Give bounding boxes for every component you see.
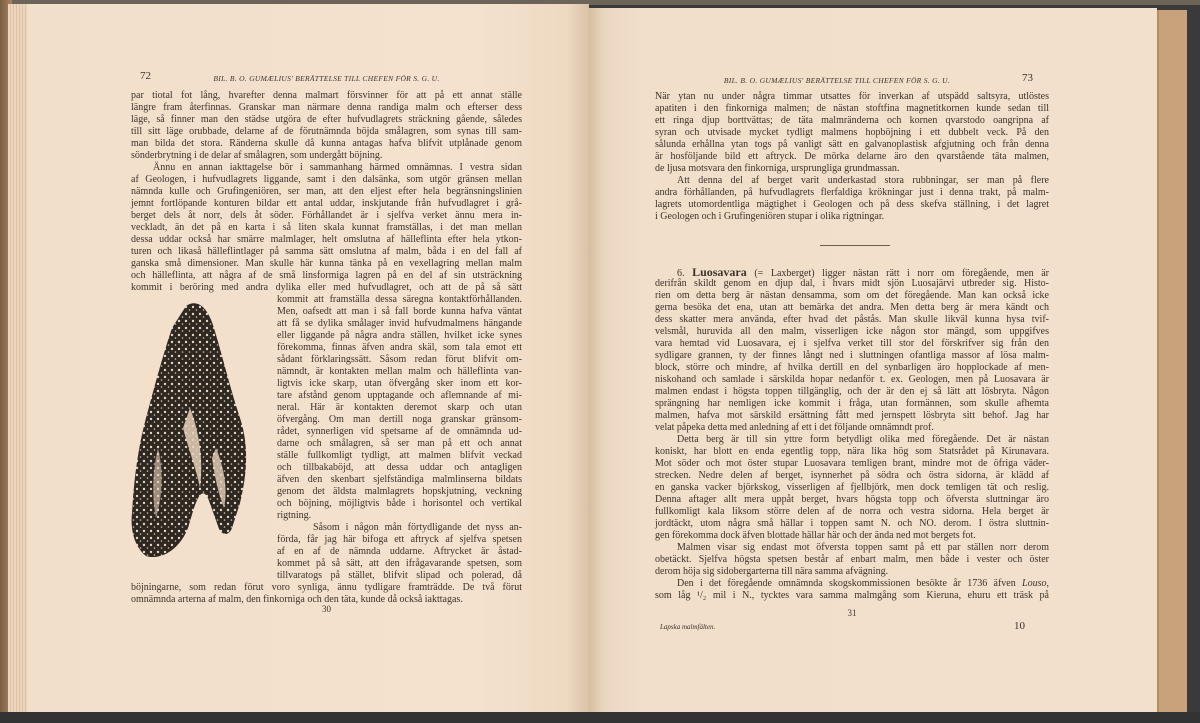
text-line [655, 578, 1049, 590]
text-line: strecken. Nedre delen af berget, isynnerhet på södra och östra sidorna, är klädd af [655, 470, 1049, 481]
text-line: gen förekomma dock äfven blottade hällar här och der ända ned mot bergets fot. [655, 530, 976, 541]
text-line: tare afstånd genom upptagande och aflemnande af mi- [277, 390, 522, 401]
text-line: jemnt fortlöpande konturen bildar ett antal uddar, inskjutande från hufvudlagret i grå- [131, 198, 522, 209]
text-line: niskohand och samlade i särskilda hopar nedanför t. ex. Geologen, men på Luosavara är [655, 374, 1049, 385]
text-line: fullkomligt kala liksom större delen af de norra och vestra sidorna. Hela berget är [655, 506, 1049, 517]
text-line: Att denna del af berget varit underkastad stora rubbningar, ser man på flere [677, 175, 1049, 186]
text-line: sydligare grannen, ty der finnes långt ned i sluttningen ofantliga massor af lösa malm- [655, 350, 1049, 361]
text-line: är hosföljande bild ett aftryck. De mörka delarne äro den qvarstående täta malmen, [655, 151, 1049, 162]
section-first-line-text: (= Laxberget) ligger nästan rätt i norr om föregående, men är [746, 268, 1050, 279]
scan-background-bottom [0, 712, 1200, 723]
text-line: förekomma, finnas äfven andra skäl, som tala emot ett [277, 342, 522, 353]
text-line: ligtvis icke skarp, utan öfvergång sker inom ett kor- [277, 378, 522, 389]
text-line: ganska små dimensioner. Man skulle här kunna tänka på en vexellagring mellan malm [131, 258, 522, 269]
text-line: När ytan nu under några timmar utsattes för inverkan af utspädd saltsyra, utlöstes [655, 91, 1049, 102]
ore-specimen-print-figure [128, 298, 268, 568]
text-line: äfven den skenbart sjelfständiga malmlinserna bildats [277, 474, 522, 485]
text-line: öfvergång. Om man dertill noga granskar gränsom- [277, 414, 522, 425]
text-line: velat påpeka detta med anledning af ett i det följande omnämndt prof. [655, 422, 934, 433]
text-line: sönderbrytning i de delar af smålagren, som undergått böjning. [131, 150, 383, 161]
text-line: sålunda erhållna ytan togs på vanligt sätt en galvanoplastisk afgjutning och från denna [655, 139, 1049, 150]
text-line: läge, så finner man den städse utgöra de efter hufvudlagrets sträckning gående, således [131, 114, 522, 125]
text-line: en ganska vacker björkskog, visserligen af fjellbjörk, men dock temligen tät och reslig. [655, 482, 1049, 493]
text-line: vara hemtad vid Luosavara, ej i sjelfva verket till stor del förskrifver sig från den [655, 338, 1049, 349]
italic-place-name: Louso [1022, 578, 1047, 589]
text-line: de ljusa motsvara den finkorniga, ursprungliga grundmassan. [655, 163, 900, 174]
text-line: kommit i beröring med andra dylika eller med hufvudlagret, och att de på så sätt [131, 282, 522, 293]
sheet-number-left: 30 [322, 604, 331, 614]
section-body [655, 278, 1049, 602]
signature-caption: Lapska malmfälten. [660, 623, 716, 631]
text-line: Såsom i någon mån förtydligande det nyss an- [313, 522, 522, 533]
text-line: gerna besöka det ena, utan att bemärka det andra. Men detta berg är mera kändt och [655, 302, 1049, 313]
text-line: Malmen visar sig endast mot öfversta toppen samt på ett par ställen norr derom [677, 542, 1049, 553]
text-line: kommet på så sätt, att den ifrågavarande spetsen, som [277, 558, 522, 569]
text-line: obetäckt. Sjelfva högsta spetsen består af enbart malm, men både i vester och öster [655, 554, 1049, 565]
text-line: och hälleflinta, att några af de små linsformiga lagren på en del af sin utsträckning [131, 270, 522, 281]
text-line-part: Den i det föregående omnämnda skogskommissionen besökte år 1736 äfven [677, 578, 1023, 589]
text-line: ett ringa djup borttvättas; de täta malmränderna och kornen qvarstodo oangripna af [655, 115, 1049, 126]
text-block-narrow [277, 294, 522, 582]
text-line: ställe fullkomligt tydligt, att malmen blifvit veckad [277, 450, 522, 461]
text-line: som låg ¹/₂ mil i N., tycktes vara samma malmgång som Kieruna, ehuru ett träsk på [655, 590, 1049, 601]
text-line: af Geologen, i hufvudlagrets liggande, samt i den dalsänka, som utgör gränsen mellan [131, 174, 522, 185]
section-luosavara [655, 266, 1049, 602]
text-line: att få se dylika smålager invid hufvudmalmens hängande [277, 318, 522, 329]
text-line: förda, får jag här bifoga ett aftryck af sjelfva spetsen [277, 534, 522, 545]
book-cover-right [1157, 10, 1187, 712]
text-line: sådant förklaringssätt. Såsom redan förut blifvit om- [277, 354, 522, 365]
text-line: Mot söder och mot öster stupar Luosavara temligen brant, mindre mot de öfriga väder- [655, 458, 1049, 469]
page-number-left: 72 [140, 70, 151, 82]
text-block-full-bottom [131, 582, 522, 606]
text-line: turen och likaså hälleflintlager på samma sätt omslutna af malm, båda i en del fall af [131, 246, 522, 257]
text-line: derom höja sig sidobergarterna till nära samma afvägning. [655, 566, 889, 577]
text-line: velsmål, huruvida all den malm, visserligen icke någon stor mängd, som uppgifves [655, 326, 1049, 337]
text-line: i Geologen och i Grufingeniören stupar i olika rigtningar. [655, 211, 885, 222]
text-block-top [655, 91, 1049, 223]
text-line: nämnda kulle och Grufingeniören, ser man, att den eljest efter hela begränsningslinien [131, 186, 522, 197]
text-line: omnämnda arterna af malm, den finkorniga och den täta, kunde då också iakttagas. [131, 594, 463, 605]
text-line: malmen, hafva mot särskild ersättning fått med jernspett lösbryta sitt behof. Jag har [655, 410, 1049, 421]
text-line: sprängning har nemligen icke kommit i fråga, utan formännen, som skulle afhemta [655, 398, 1049, 409]
text-line: och tillbakaböjd, att dessa uddar och antagligen [277, 462, 522, 473]
text-block-full-top [131, 90, 522, 294]
text-line: Men, oafsedt att man i så fall borde kunna hafva väntat [277, 306, 522, 317]
text-line: rigtning. [277, 510, 312, 521]
running-head-right: BIL. B. O. GUMÆLIUS' BERÄTTELSE TILL CHEFEN FÖR S. G. U. [723, 76, 951, 85]
text-line: eller liggande på några andra ställen, hvilket icke synes [277, 330, 522, 341]
text-line: till sitt läge orubbade, delarne af de förutnämnda böjda smålagren, som synas till sam- [131, 126, 522, 137]
section-first-line [655, 266, 1049, 278]
text-line: man bilda det stora. Ränderna skulle då kunna antagas hafva blifvit utplånade genom [131, 138, 522, 149]
text-line: neral. Här är kontakten deremot skarp och utan [277, 402, 522, 413]
text-line: af en af de nämnda uddarne. Aftrycket är åstad- [277, 546, 522, 557]
text-line: syran och utvisade mycket tydligt malmens hopböjning i ett dubbelt veck. På den [655, 127, 1049, 138]
signature-number: 10 [1014, 620, 1025, 632]
text-line-part: , [1046, 578, 1049, 589]
text-line: jordtäckt, utom några små hällar i toppen samt N. och NO. derom. I östra sluttnin- [655, 518, 1049, 529]
text-line: koniskt, har blott en enda egentlig topp, nära lika hög som Statsrådet på Kirunavara. [655, 446, 1049, 457]
text-line: Ännu en annan iakttagelse bör i sammanhang härmed omnämnas. I vestra sidan [153, 162, 522, 173]
text-line: rådet, synnerligen vid spetsarne af de omnämnda ud- [277, 426, 522, 437]
text-line: dess skatter mera använda, efter hvad det påstås. Man skulle likväl kunna hysa tvif- [655, 314, 1049, 325]
text-line: nämndt, är kontakten mellan malm och hälleflinta van- [277, 366, 522, 377]
text-line: lagrets utomordentliga mägtighet i Geologen och på dess skefva ställning, i det lagret [655, 199, 1049, 210]
text-line: genom det äldsta malmlagrets hopskjutning, veckning [277, 486, 522, 497]
sheet-number-right: 31 [847, 608, 857, 618]
text-line: block, större och mindre, af hvilka dertill en del synbarligen äro hopplockade af men- [655, 362, 1049, 373]
text-line: och böjning, möjligtvis både i horisontel och vertikal [277, 498, 522, 509]
section-divider [820, 245, 890, 246]
text-line: tillvaratogs på stället, blifvit slipad och polerad, då [277, 570, 522, 581]
text-line: andra förhållanden, på hufvudlagrets flerfaldiga krökningar just i denna trakt, på malm- [655, 187, 1049, 198]
text-line: apatiten i den finkorniga malmen; de nästan stoftfina magnetitkornen kunde sedan till [655, 103, 1049, 114]
section-title: Luosavara [692, 265, 747, 279]
text-line: längre fram återfinnas. Granskar man närmare denna randiga malm och efterser dess [131, 102, 522, 113]
page-number-right: 73 [1022, 72, 1033, 84]
text-line: malmen endast i högsta toppen tillgänglig, och der är den ej så lätt att lösbryta. Någon [655, 386, 1049, 397]
text-line: derifrån skildt genom en djup dal, i hvars midt sjön Luosajärvi utbreder sig. Histo- [655, 278, 1049, 289]
text-line: kommit att framställa dessa säregna kontaktförhållanden. [277, 294, 522, 305]
text-line: berget dels åt norr, dels åt söder. Förhållandet är i sjelfva verket ännu mera in- [131, 210, 522, 221]
text-line: Denna aftager allt mera uppåt berget, hvars högsta topp och öfversta sluttningar äro [655, 494, 1049, 505]
text-line: par tiotal fot lång, hvarefter denna malmart försvinner för att på ett annat ställe [131, 90, 522, 101]
running-head-left: BIL. B. O. GUMÆLIUS' BERÄTTELSE TILL CHEFEN FÖR S. G. U. [213, 74, 440, 83]
text-line: böjningarne, som redan förut voro synliga, ännu tydligare framträdde. De två förut [131, 582, 522, 593]
text-line: darne och smålagren, så ser man på ett och annat [277, 438, 522, 449]
text-line: veckladt, än det på en karta i så liten skala kunnat framställas, i det man mellan [131, 222, 522, 233]
text-line: rien om detta berg är nästan densamma, som om det föregående. Man kan också icke [655, 290, 1049, 301]
section-number: 6. [677, 268, 685, 279]
text-line: Detta berg är till sin yttre form betydligt olika med föregående. Det är nästan [677, 434, 1049, 445]
text-line: dessa uddar också har smärre malmlager, helt omslutna af hälleflinta efter hela ytkon- [131, 234, 522, 245]
